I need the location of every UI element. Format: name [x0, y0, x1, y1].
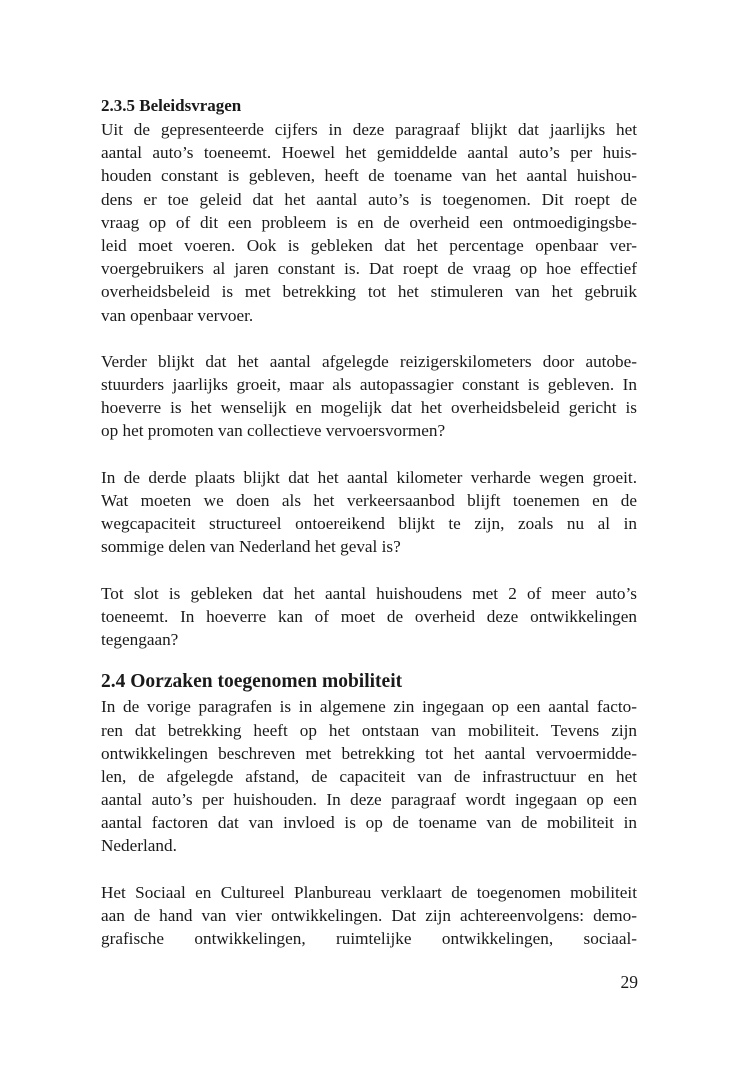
text-line: aantal factoren dat van invloed is op de toename van de mobiliteit in — [101, 813, 637, 833]
text-line: voergebruikers al jaren constant is. Dat roept de vraag op hoe effectief — [101, 259, 637, 279]
text-line: tegengaan? — [101, 630, 179, 650]
paragraph-oorzaken-2 — [101, 881, 637, 951]
text-line: houden constant is gebleven, heeft de toename van het aantal huishou- — [101, 166, 637, 186]
paragraph-oorzaken-1 — [101, 695, 637, 857]
text-line: aantal auto’s toeneemt. Hoewel het gemiddelde aantal auto’s per huis- — [101, 143, 637, 163]
paragraph-beleidsvragen-3 — [101, 466, 637, 559]
page-number: 29 — [620, 972, 638, 992]
text-line: grafische ontwikkelingen, ruimtelijke ontwikkelingen, sociaal- — [101, 929, 637, 949]
text-line: Tot slot is gebleken dat het aantal huishoudens met 2 of meer auto’s — [101, 583, 637, 603]
paragraph-beleidsvragen-4 — [101, 582, 637, 652]
text-line: toeneemt. In hoeverre kan of moet de overheid deze ontwikkelingen — [101, 606, 637, 626]
text-line: Wat moeten we doen als het verkeersaanbod blijft toenemen en de — [101, 491, 637, 510]
paragraph-beleidsvragen-1 — [101, 118, 637, 327]
text-line: vraag op of dit een probleem is en de overheid een ontmoedigingsbe- — [101, 212, 637, 232]
subsection-heading: 2.3.5 Beleidsvragen — [101, 96, 242, 115]
text-line: sommige delen van Nederland het geval is? — [101, 537, 401, 557]
text-line: ren dat betrekking heeft op het ontstaan van mobiliteit. Tevens zijn — [101, 720, 637, 740]
text-line: aantal auto’s per huishouden. In deze paragraaf wordt ingegaan op een — [101, 790, 637, 810]
text-line: Het Sociaal en Cultureel Planbureau verklaart de toegenomen mobiliteit — [101, 882, 637, 902]
text-line: hoeverre is het wenselijk en mogelijk dat het overheidsbeleid gericht is — [101, 398, 637, 418]
text-line: stuurders jaarlijks groeit, maar als autopassagier constant is gebleven. In — [101, 375, 637, 395]
text-line: dens er toe geleid dat het aantal auto’s is toegenomen. Dit roept de — [101, 189, 637, 209]
text-line: len, de afgelegde afstand, de capaciteit van de infrastructuur en het — [101, 766, 637, 786]
text-line: overheidsbeleid is met betrekking tot het stimuleren van het gebruik — [101, 282, 637, 302]
text-line: aan de hand van vier ontwikkelingen. Dat zijn achtereenvolgens: demo- — [101, 906, 637, 925]
text-line: van openbaar vervoer. — [101, 305, 254, 325]
text-line: In de vorige paragrafen is in algemene zin ingegaan op een aantal facto- — [101, 697, 637, 717]
text-line: Nederland. — [101, 836, 177, 856]
paragraph-beleidsvragen-2 — [101, 350, 637, 443]
page-body — [101, 94, 637, 950]
text-line: op het promoten van collectieve vervoersvormen? — [101, 421, 446, 441]
text-line: In de derde plaats blijkt dat het aantal kilometer verharde wegen groeit. — [101, 467, 637, 487]
section-heading: 2.4 Oorzaken toegenomen mobiliteit — [101, 671, 403, 693]
text-line: ontwikkelingen beschreven met betrekking tot het aantal vervoermidde- — [101, 743, 637, 763]
text-line: leid moet voeren. Ook is gebleken dat het percentage openbaar ver- — [101, 235, 637, 255]
text-line: Uit de gepresenteerde cijfers in deze paragraaf blijkt dat jaarlijks het — [101, 120, 637, 139]
text-line: Verder blijkt dat het aantal afgelegde reizigerskilometers door autobe- — [101, 351, 637, 371]
text-line: wegcapaciteit structureel ontoereikend blijkt te zijn, zoals nu al in — [101, 514, 637, 534]
